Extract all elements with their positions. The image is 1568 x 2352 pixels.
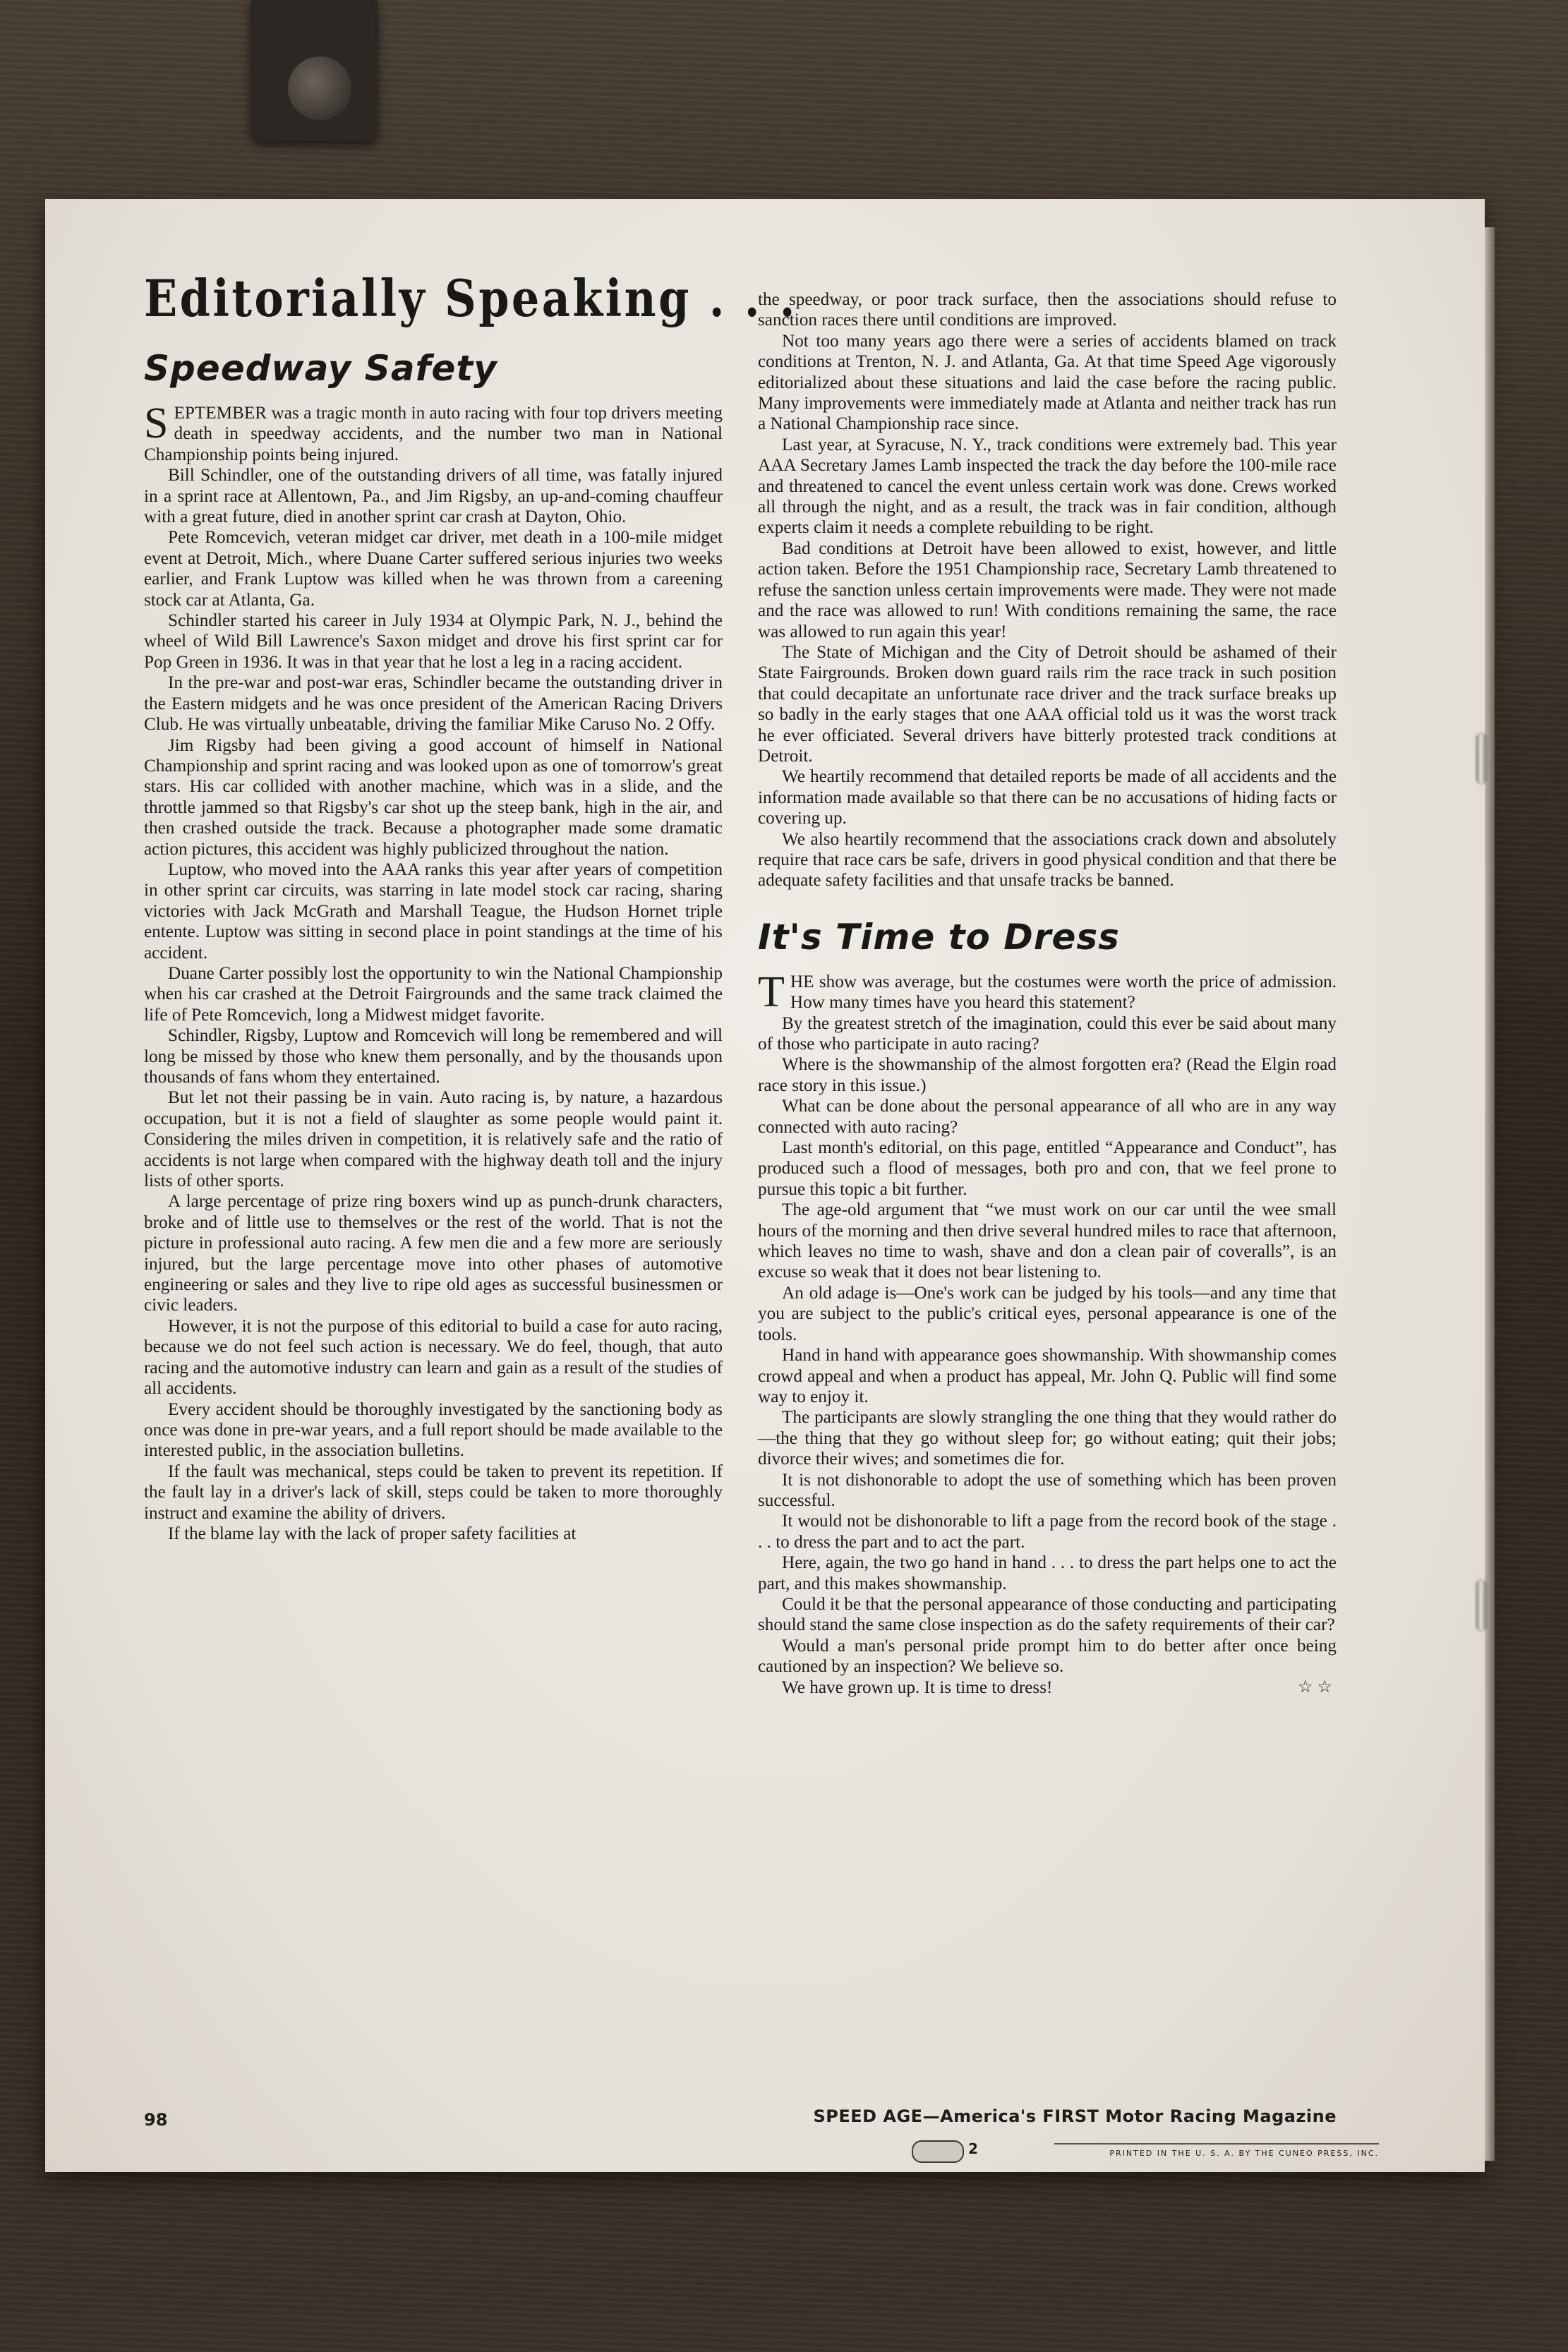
staple (1476, 734, 1486, 783)
right-column (758, 289, 1337, 1698)
section-title-speedway-safety: Speedway Safety (144, 348, 497, 389)
paragraph: Jim Rigsby had been giving a good account of himself in National Championship and sprint racing and was looked upon as one of tomorrow's great stars. His car collided with another machine, which was in a slide, and the throttle jammed so that Rigsby's car shot up the steep bank, high in the air, and then crashed outside the track. Because a photographer made some dramatic action pictures, this accident was highly publicized throughout the nation. (144, 735, 723, 859)
left-column (144, 268, 797, 1544)
magazine-page (45, 199, 1485, 2172)
closing-paragraph (758, 1677, 1337, 1698)
continued-paragraph: the speedway, or poor track surface, then the associations should refuse to sanction races there until conditions are improved. (758, 290, 1337, 330)
paragraph: By the greatest stretch of the imagination, could this ever be said about many of those who participate in auto racing? (758, 1013, 1337, 1054)
masthead-title: Editorially Speaking . . . (144, 268, 797, 328)
paragraph: It is not dishonorable to adopt the use of something which has been proven successful. (758, 1470, 1337, 1510)
paragraph: Last month's editorial, on this page, entitled “Appearance and Conduct”, has produced such a flood of messages, both pro and con, that we feel prone to pursue this topic a bit further. (758, 1138, 1337, 1199)
paragraph: The age-old argument that “we must work on our car until the wee small hours of the morning and then drive several hundred miles to race that afternoon, which leaves no time to wash, shave and don a clean pair of coveralls”, is an excuse so weak that it does not bear listening to. (758, 1200, 1337, 1282)
paragraph: Schindler, Rigsby, Luptow and Romcevich will long be remembered and will long be missed by those who knew them personally, and by the thousands upon thousands of fans whom they entertained. (144, 1026, 723, 1087)
paragraph: What can be done about the personal appearance of all who are in any way connected with auto racing? (758, 1097, 1337, 1137)
paragraph: Schindler started his career in July 1934 at Olympic Park, N. J., behind the wheel of Wild Bill Lawrence's Saxon midget and drove his first sprint car for Pop Green in 1936. It was in that year that he lost a leg in a racing accident. (144, 611, 723, 672)
paragraph: Last year, at Syracuse, N. Y., track conditions were extremely bad. This year AAA Secretary James Lamb inspected the track the day before the 100-mile race and threatened to cancel the event unless certain work was done. Crews worked all through the night, and as a result, the track was in fair condition, although experts claim it needs a complete rebuilding to be right. (758, 435, 1337, 538)
paragraph: We also heartily recommend that the associations crack down and absolutely require that race cars be safe, drivers in good physical condition and that there be adequate safety facilities and that unsafe tracks be banned. (758, 829, 1337, 891)
paragraph: If the blame lay with the lack of proper safety facilities at (168, 1524, 577, 1543)
paragraph: Would a man's personal pride prompt him to do better after once being cautioned by an inspection? We believe so. (758, 1636, 1337, 1677)
paragraph: Where is the showmanship of the almost forgotten era? (Read the Elgin road race story in this issue.) (758, 1055, 1337, 1095)
paragraph: Bill Schindler, one of the outstanding drivers of all time, was fatally injured in a sprint race at Allentown, Pa., and Jim Rigsby, an up-and-coming chauffeur with a great future, died in another sprint car crash at Dayton, Ohio. (144, 466, 723, 527)
opening-paragraph (144, 399, 723, 465)
printer-credit: PRINTED IN THE U. S. A. BY THE CUNEO PRESS, INC. (1054, 2143, 1379, 2158)
page-number: 98 (144, 2110, 168, 2130)
paragraph: However, it is not the purpose of this editorial to build a case for auto racing, because we do not feel such action is necessary. We do feel, though, that auto racing and the automotive industry can learn and gain as a result of the studies of all accidents. (144, 1316, 723, 1399)
paragraph: Every accident should be thoroughly investigated by the sanctioning body as once was done in pre-war years, and a full report should be made available to the interested public, in the association bulletins. (144, 1399, 723, 1461)
paragraph: But let not their passing be in vain. Auto racing is, by nature, a hazardous occupation, but it is not a field of slaughter as some people would paint it. Considering the miles driven in competition, it is relatively safe and the ratio of accidents is not large when compared with the highway death toll and the injury lists of other sports. (144, 1088, 723, 1191)
union-number: 2 (968, 2140, 978, 2157)
page-edge (1485, 227, 1495, 2161)
opening-text: EPTEMBER was a tragic month in auto racing with four top drivers meeting death in speedway accidents, and the number two man in National Championship points being injured. (144, 404, 723, 464)
paragraph: A large percentage of prize ring boxers wind up as punch-drunk characters, broke and of little use to themselves or the rest of the world. That is not the picture in professional auto racing. A few men die and a few more are seriously injured, but the large percentage move into other phases of automotive engineering or sales and they live to ripe old ages as successful businessmen or civic leaders. (144, 1192, 723, 1315)
paragraph: It would not be dishonorable to lift a page from the record book of the stage . . . to dress the part and to act the part. (758, 1512, 1337, 1552)
paragraph: Could it be that the personal appearance of those conducting and participating should stand the same close inspection as do the safety requirements of their car? (758, 1594, 1337, 1635)
paragraph: The State of Michigan and the City of Detroit should be ashamed of their State Fairgrounds. Broken down guard rails rim the race track in such position that could decapitate an unfortunate race driver and the track surface breaks up so badly in the early stages that one AAA official told us it was the worst track he ever officiated. Several drivers have bitterly protested track conditions at Detroit. (758, 642, 1337, 766)
paragraph: Hand in hand with appearance goes showmanship. With showmanship comes crowd appeal and when a product has appeal, Mr. John Q. Public will find some way to enjoy it. (758, 1346, 1337, 1406)
section-title-time-to-dress: It's Time to Dress (758, 916, 1120, 958)
opening-text: HE show was average, but the costumes were worth the price of admission. How many times have you heard this statement? (790, 972, 1337, 1013)
paragraph: We heartily recommend that detailed reports be made of all accidents and the information made available so that there can be no accusations of hiding facts or covering up. (758, 767, 1337, 828)
binder-bolt (288, 56, 351, 120)
publication-line: SPEED AGE—America's FIRST Motor Racing Magazine (813, 2106, 1337, 2126)
paragraph: The participants are slowly strangling the one thing that they would rather do—the thing that they go without sleep for; go without eating; quit their jobs; divorce their wives; and sometimes die for. (758, 1408, 1337, 1469)
drop-cap: T (758, 967, 785, 1016)
end-mark-stars: ☆☆ (1297, 1677, 1337, 1696)
paragraph: Here, again, the two go hand in hand . . . to dress the part helps one to act the part, and this makes showmanship. (758, 1553, 1337, 1593)
paragraph: Not too many years ago there were a series of accidents blamed on track conditions at Trenton, N. J. and Atlanta, Ga. At that time Speed Age vigorously editorialized about these situations and laid the case before the racing public. Many improvements were immediately made at Atlanta and neither track has run a National Championship race since. (758, 331, 1337, 434)
staple (1476, 1581, 1486, 1630)
union-label-icon (912, 2140, 964, 2163)
paragraph: Duane Carter possibly lost the opportunity to win the National Championship when his car crashed at the Detroit Fairgrounds and the same track claimed the life of Pete Romcevich, long a Midwest midget favorite. (144, 963, 723, 1025)
paragraph: Pete Romcevich, veteran midget car driver, met death in a 100-mile midget event at Detroit, Mich., where Duane Carter suffered serious injuries two weeks earlier, and Frank Luptow was killed when he was thrown from a careening stock car at Atlanta, Ga. (144, 528, 723, 610)
opening-paragraph (758, 967, 1337, 1016)
paragraph: An old adage is—One's work can be judged by his tools—and any time that you are subject to the public's critical eyes, personal appearance is one of the tools. (758, 1283, 1337, 1344)
drop-cap: S (144, 399, 169, 447)
paragraph: Bad conditions at Detroit have been allowed to exist, however, and little action taken. Before the 1951 Championship race, Secretary Lamb threatened to refuse the sanction unless certain improvements were made. They were not made and the race was allowed to run! With conditions remaining the same, the race was allowed to run again this year! (758, 538, 1337, 641)
paragraph: In the pre-war and post-war eras, Schindler became the outstanding driver in the Eastern midgets and he was once president of the American Racing Drivers Club. He was virtually unbeatable, driving the familiar Mike Caruso No. 2 Offy. (144, 673, 723, 735)
paragraph: Luptow, who moved into the AAA ranks this year after years of competition in other sprint car circuits, was starring in late model stock car racing, sharing victories with Jack McGrath and Marshall Teague, the Hudson Hornet triple entente. Luptow was sitting in second place in point standings at the time of his accident. (144, 860, 723, 963)
paragraph: If the fault was mechanical, steps could be taken to prevent its repetition. If the fault lay in a driver's lack of skill, steps could be taken to more thoroughly instruct and examine the ability of drivers. (144, 1461, 723, 1523)
closing-text: We have grown up. It is time to dress! (782, 1677, 1053, 1697)
